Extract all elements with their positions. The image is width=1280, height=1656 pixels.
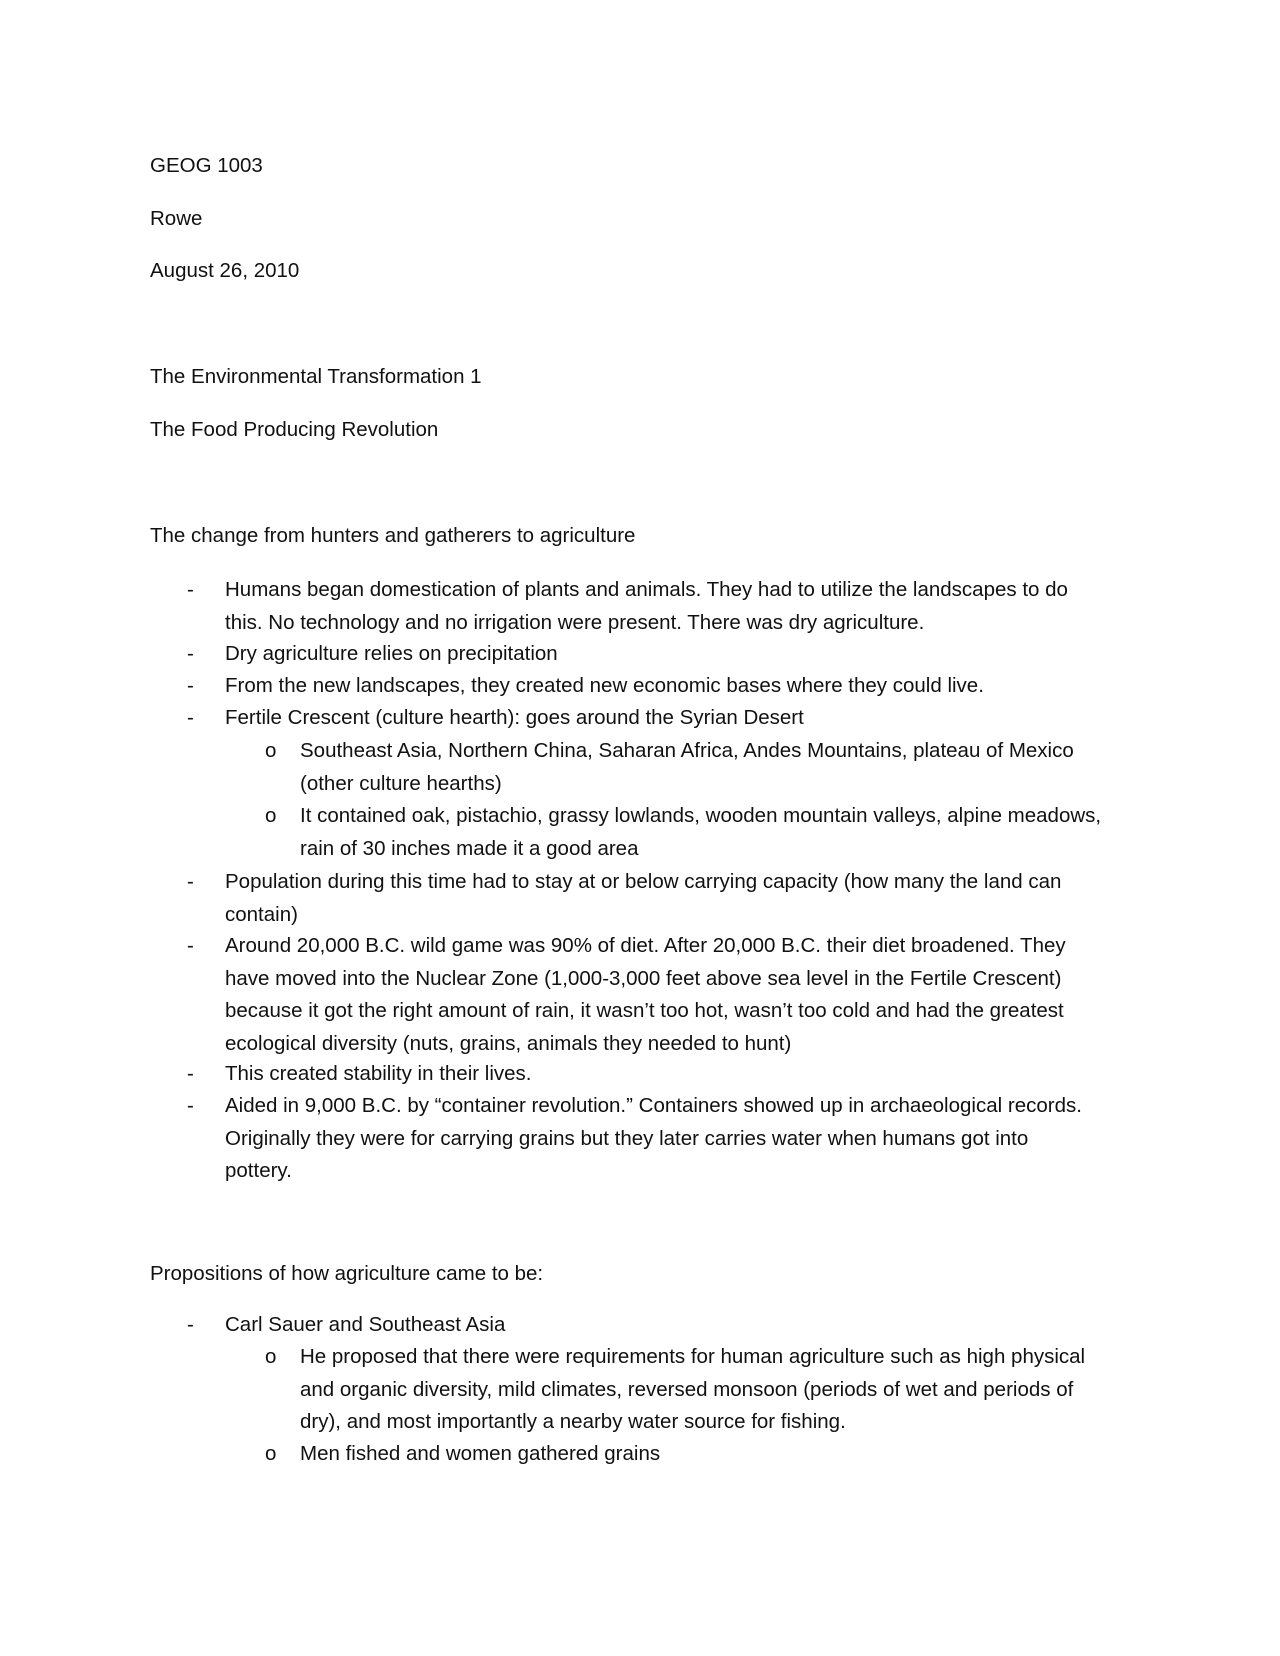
dash-bullet: - (187, 934, 194, 957)
section-heading: Propositions of how agriculture came to be: (150, 1262, 544, 1285)
circle-bullet: o (265, 1345, 277, 1368)
section-heading: The change from hunters and gatherers to agriculture (150, 524, 636, 547)
list-item-text: It contained oak, pistachio, grassy lowlands, wooden mountain valleys, alpine meadows, rain of 30 inches made it a good area (300, 804, 1102, 860)
circle-bullet: o (265, 1442, 277, 1465)
list-item-text: Dry agriculture relies on precipitation (225, 642, 558, 665)
circle-bullet: o (265, 739, 277, 762)
list-item-text: Aided in 9,000 B.C. by “container revolution.” Containers showed up in archaeological records. Originally they were for carrying grains but they later carries water when humans got into pottery. (225, 1094, 1082, 1182)
course-code: GEOG 1003 (150, 154, 263, 177)
date-line: August 26, 2010 (150, 259, 300, 282)
lecture-title: The Environmental Transformation 1 (150, 365, 482, 388)
dash-bullet: - (187, 870, 194, 893)
list-item-text: He proposed that there were requirements for human agriculture such as high physical and organic diversity, mild climates, reversed monsoon (periods of wet and periods of dry), and most importantly a nearby water source for fishing. (300, 1345, 1086, 1433)
dash-bullet: - (187, 1094, 194, 1117)
list-item-text: Southeast Asia, Northern China, Saharan Africa, Andes Mountains, plateau of Mexico (other culture hearths) (300, 739, 1074, 795)
list-item-text: Humans began domestication of plants and animals. They had to utilize the landscapes to do this. No technology and no irrigation were present. There was dry agriculture. (225, 578, 1068, 634)
dash-bullet: - (187, 1062, 194, 1085)
dash-bullet: - (187, 642, 194, 665)
list-item-text: Around 20,000 B.C. wild game was 90% of diet. After 20,000 B.C. their diet broadened. They have moved into the Nuclear Zone (1,000-3,000 feet above sea level in the Fertile Crescent) because it got the right amount of rain, it wasn’t too hot, wasn’t too cold and had the greatest ecological diversity (nuts, grains, animals they needed to hunt) (225, 934, 1066, 1055)
list-item-text: From the new landscapes, they created new economic bases where they could live. (225, 674, 984, 697)
dash-bullet: - (187, 1313, 194, 1336)
list-item-text: Fertile Crescent (culture hearth): goes around the Syrian Desert (225, 706, 804, 729)
dash-bullet: - (187, 706, 194, 729)
dash-bullet: - (187, 578, 194, 601)
circle-bullet: o (265, 804, 277, 827)
dash-bullet: - (187, 674, 194, 697)
list-item-text: This created stability in their lives. (225, 1062, 532, 1085)
topic-title: The Food Producing Revolution (150, 418, 439, 441)
list-item-text: Carl Sauer and Southeast Asia (225, 1313, 506, 1336)
list-item-text: Population during this time had to stay at or below carrying capacity (how many the land can contain) (225, 870, 1062, 926)
instructor-name: Rowe (150, 207, 203, 230)
list-item-text: Men fished and women gathered grains (300, 1442, 661, 1465)
